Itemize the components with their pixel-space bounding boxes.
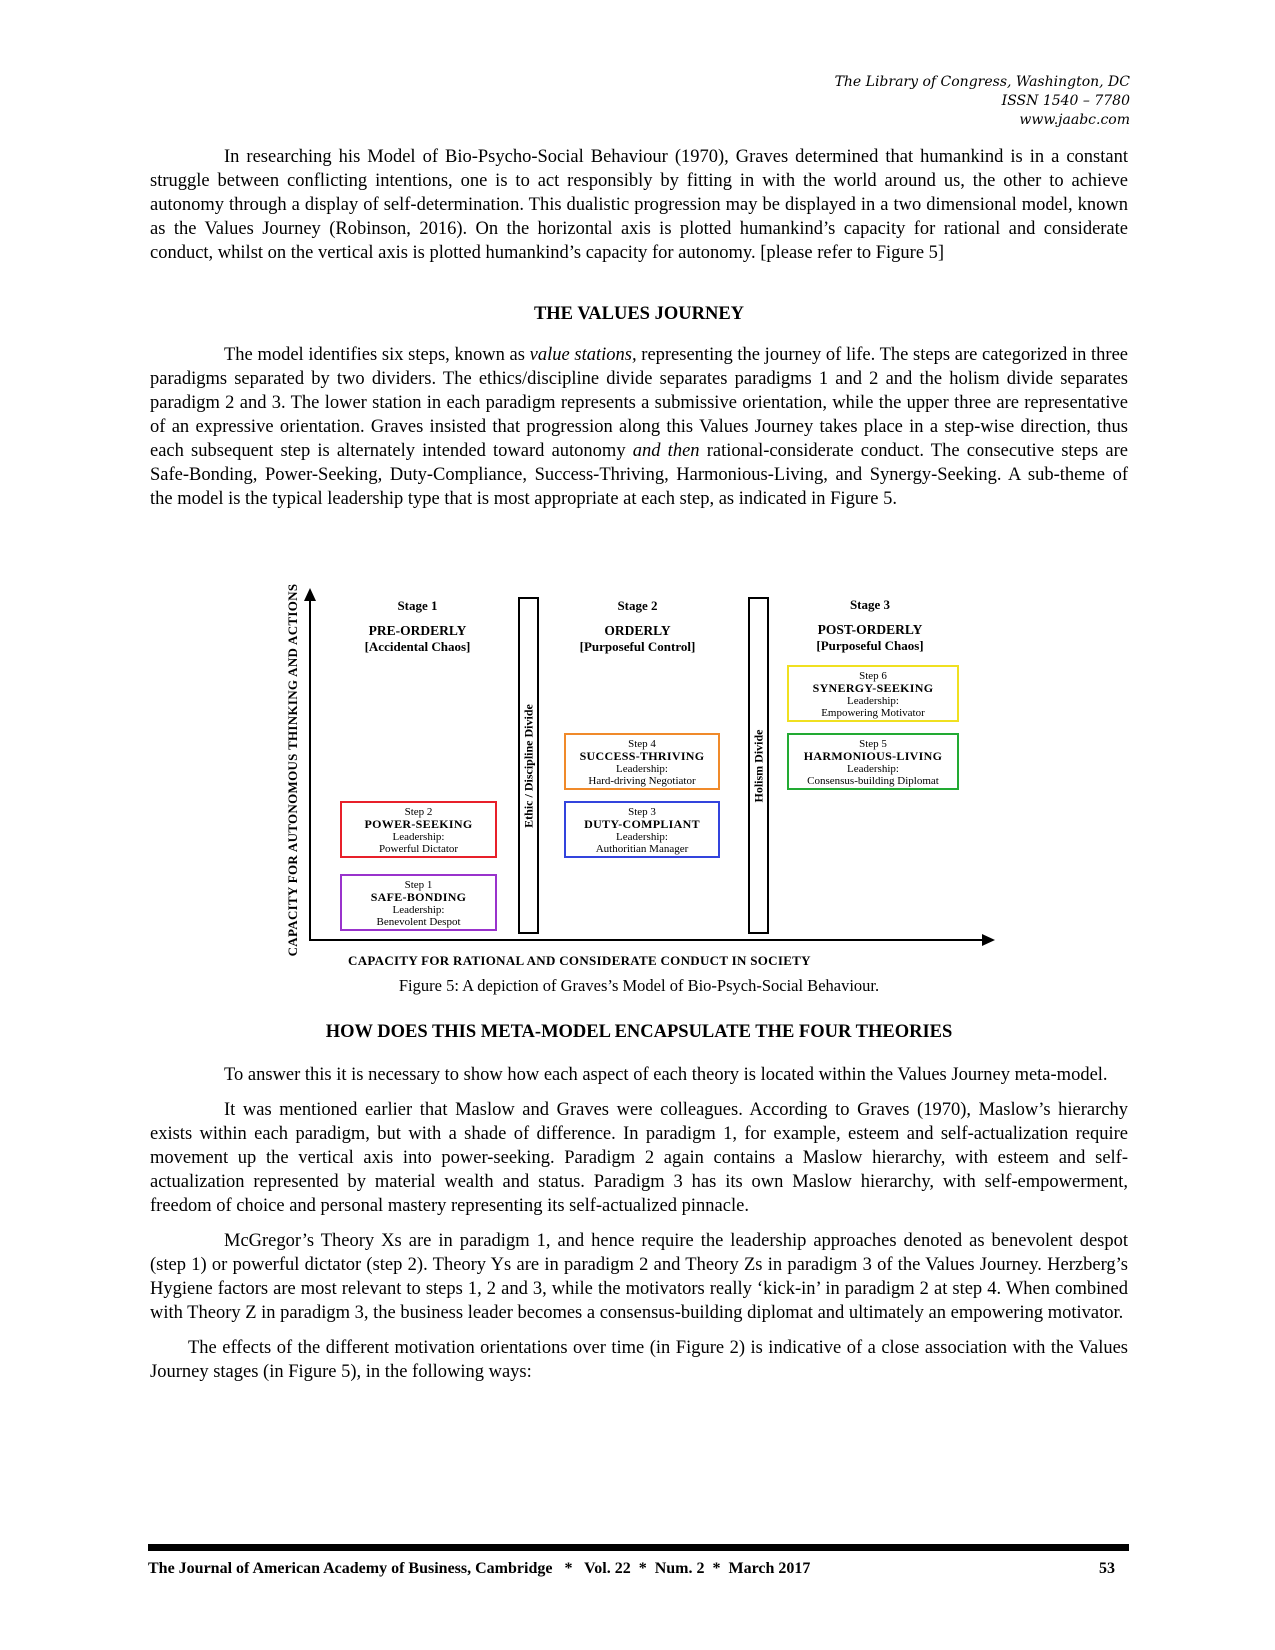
paragraph-3: McGregor’s Theory Xs are in paradigm 1, and hence require the leadership approaches denoted as benevolent despot (step 1) or powerful dictator (step 2). Theory Ys are in paradigm 2 and Theory Zs in paradigm 3 of the Values Journey. Herzberg’s Hygiene factors are most relevant to steps 1, 2 and 3, while the motivators really ‘kick-in’ in paradigm 2 at step 4. When combined with Theory Z in paradigm 3, the business leader becomes a consensus-building diplomat and ultimately an empowering motivator. [150, 1231, 1128, 1323]
heading-values-journey: THE VALUES JOURNEY [533, 304, 745, 324]
step-2-box [340, 801, 497, 858]
step-4-leader: Hard-driving Negotiator [588, 775, 696, 787]
step-6-number: Step 6 [859, 670, 887, 682]
step-5-name: HARMONIOUS-LIVING [803, 749, 943, 763]
ethic-discipline-divide [518, 597, 539, 934]
stage-1-sub: [Accidental Chaos] [364, 639, 471, 654]
step-5-leadership-label: Leadership: [847, 763, 899, 775]
step-6-name: SYNERGY-SEEKING [812, 681, 934, 695]
step-3-box [564, 801, 720, 858]
values-italic-1: value stations, [529, 345, 637, 365]
footer-journal: The Journal of American Academy of Business, Cambridge * Vol. 22 * Num. 2 * March 2017 [148, 1560, 811, 1577]
step-3-leader: Authoritian Manager [595, 843, 689, 855]
holism-divide-label: Holism Divide [751, 728, 765, 803]
step-1-name: SAFE-BONDING [370, 890, 467, 904]
stage-2-sub: [Purposeful Control] [579, 639, 696, 654]
intro-paragraph: In researching his Model of Bio-Psycho-Social Behaviour (1970), Graves determined that humankind is in a constant struggle between conflicting intentions, one is to act responsibly by fitting in with the world around us, the other to achieve autonomy through a display of self-determination. This dualistic progression may be displayed in a two dimensional model, known as the Values Journey (Robinson, 2016). On the horizontal axis is plotted humankind’s capacity for rational and considerate conduct, whilst on the vertical axis is plotted humankind’s capacity for autonomy. [please refer to Figure 5] [150, 147, 1128, 263]
step-2-number: Step 2 [404, 806, 433, 818]
values-text-2: representing the journey of life. The steps are categorized in three paradigms separated by two dividers. The ethics/discipline divide separates paradigms 1 and 2 and the holism divide separates paradigm 2 and 3. The lower station in each paradigm represents a submissive orientation, while the upper three are representative of an expressive orientation. Graves insisted that progression along this Values Journey takes place in a step-wise direction, thus each subsequent step is alternately intended toward autonomy [150, 345, 1128, 461]
heading-meta-model: HOW DOES THIS META-MODEL ENCAPSULATE THE FOUR THEORIES [325, 1022, 953, 1042]
stage-3-sub: [Purposeful Chaos] [816, 638, 924, 653]
x-axis-arrowhead [982, 934, 995, 946]
holism-divide [748, 597, 769, 934]
step-5-box [787, 733, 959, 790]
values-text-3: rational-considerate conduct. The consecutive steps are Safe-Bonding, Power-Seeking, Duty-Compliance, Success-Thriving, Harmonious-Living, and Synergy-Seeking. A sub-theme of the model is the typical leadership type that is most appropriate at each step, as indicated in Figure 5. [150, 441, 1128, 509]
paragraph-4: The effects of the different motivation orientations over time (in Figure 2) is indicative of a close association with the Values Journey stages (in Figure 5), in the following ways: [150, 1338, 1128, 1382]
page-footer [148, 1560, 1129, 1578]
stage-1-label [330, 598, 505, 655]
step-3-number: Step 3 [628, 806, 656, 818]
step-1-leadership-label: Leadership: [392, 904, 445, 916]
step-4-name: SUCCESS-THRIVING [579, 749, 705, 763]
paragraph-2: It was mentioned earlier that Maslow and Graves were colleagues. According to Graves (1970), Maslow’s hierarchy exists within each paradigm, but with a shade of difference. In paradigm 1, for example, esteem and self-actualization require movement up the vertical axis into power-seeking. Paradigm 2 again contains a Maslow hierarchy, with esteem and self-actualization represented by material wealth and status. Paradigm 3 has its own Maslow hierarchy, with self-empowerment, freedom of choice and personal mastery representing its self-actualized pinnacle. [150, 1100, 1128, 1216]
stage-3-name: POST-ORDERLY [817, 622, 923, 637]
header-issn: ISSN 1540 – 7780 [1001, 93, 1130, 109]
paragraph-1: To answer this it is necessary to show how each aspect of each theory is located within the Values Journey meta-model. [224, 1065, 1108, 1085]
values-italic-2: and then [632, 441, 700, 461]
header-publisher: The Library of Congress, Washington, DC [834, 74, 1130, 90]
stage-1-name: PRE-ORDERLY [368, 623, 467, 638]
page-number: 53 [1099, 1560, 1115, 1577]
body-section [150, 1063, 1128, 1384]
step-1-leader: Benevolent Despot [376, 916, 461, 928]
y-axis-arrowhead [304, 588, 316, 601]
step-2-name: POWER-SEEKING [364, 817, 473, 831]
ethic-discipline-divide-label: Ethic / Discipline Divide [521, 703, 535, 828]
stage-2-label [555, 598, 720, 655]
step-2-leadership-label: Leadership: [392, 831, 445, 843]
step-5-leader: Consensus-building Diplomat [807, 775, 939, 787]
x-axis-label: CAPACITY FOR RATIONAL AND CONSIDERATE CONDUCT IN SOCIETY [348, 953, 811, 968]
stage-3-label [785, 597, 955, 654]
step-2-leader: Powerful Dictator [378, 843, 459, 855]
header-website: www.jaabc.com [1019, 112, 1130, 128]
stage-3-number: Stage 3 [849, 597, 891, 612]
stage-2-number: Stage 2 [617, 598, 658, 613]
step-1-number: Step 1 [404, 879, 433, 891]
footer-rule [148, 1544, 1129, 1551]
step-6-leadership-label: Leadership: [847, 695, 899, 707]
step-3-name: DUTY-COMPLIANT [584, 817, 700, 831]
stage-1-number: Stage 1 [397, 598, 438, 613]
step-6-box [787, 665, 959, 722]
step-1-box [340, 874, 497, 931]
y-axis-label: CAPACITY FOR AUTONOMOUS THINKING AND ACTIONS [285, 583, 300, 957]
values-text-1: The model identifies six steps, known as [224, 345, 530, 365]
step-6-leader: Empowering Motivator [821, 707, 925, 719]
step-5-number: Step 5 [859, 738, 887, 750]
stage-2-name: ORDERLY [604, 623, 671, 638]
step-4-box [564, 733, 720, 790]
step-4-leadership-label: Leadership: [616, 763, 668, 775]
figure-caption: Figure 5: A depiction of Graves’s Model of Bio-Psych-Social Behaviour. [398, 976, 880, 995]
step-4-number: Step 4 [628, 738, 656, 750]
step-3-leadership-label: Leadership: [616, 831, 668, 843]
